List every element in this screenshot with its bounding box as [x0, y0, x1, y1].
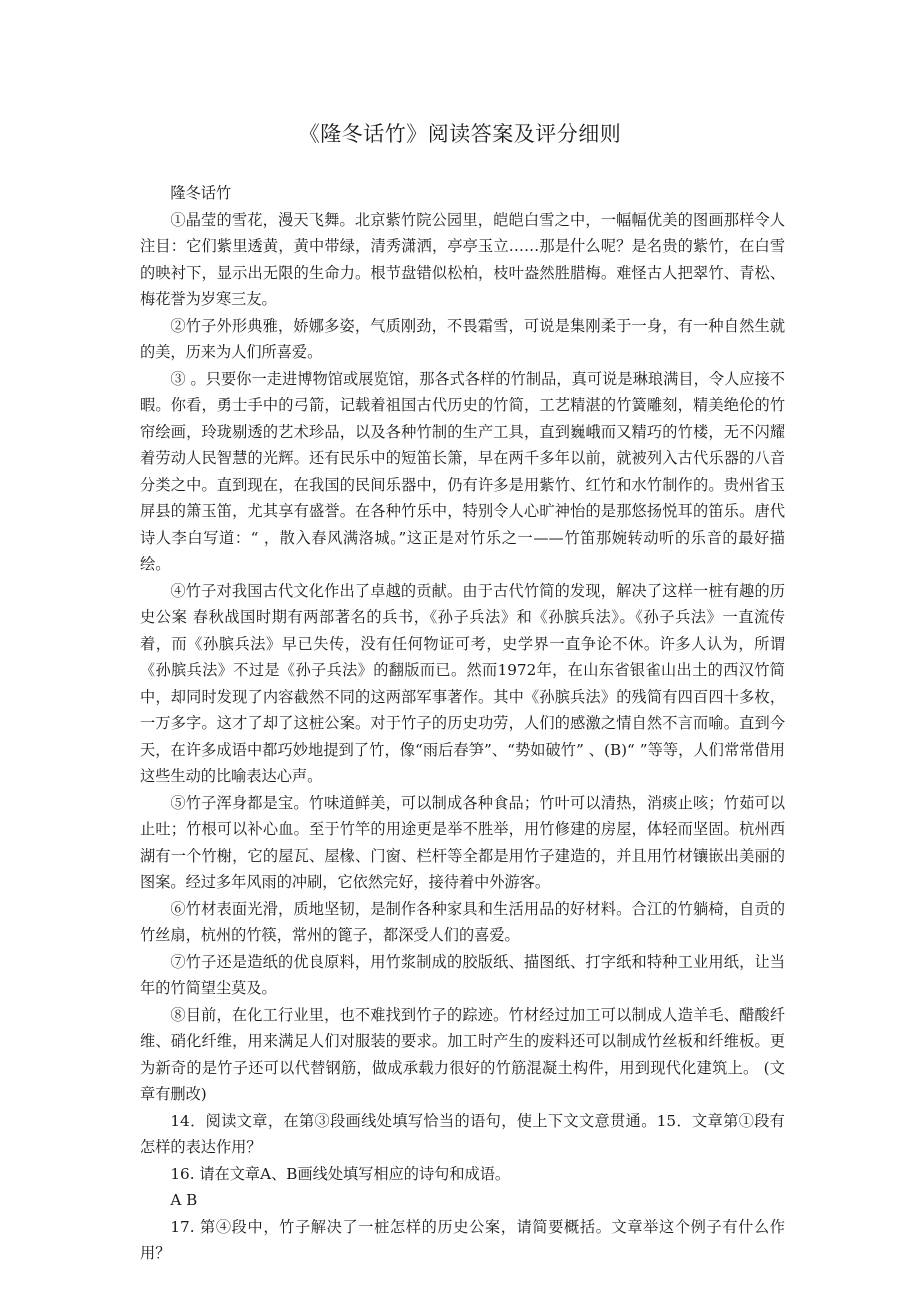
- paragraph-7: ⑦竹子还是造纸的优良原料，用竹浆制成的胶版纸、描图纸、打字纸和特种工业用纸，让当年的竹简望尘莫及。: [140, 952, 785, 997]
- question-14-15: 14．阅读文章，在第③段画线处填写恰当的语句，使上下文文意贯通。15．文章第①段有怎样的表达作用？: [140, 1111, 785, 1156]
- paragraph-6: ⑥竹材表面光滑，质地坚韧，是制作各种家具和生活用品的好材料。合江的竹躺椅，自贡的竹丝扇，杭州的竹筷，常州的篦子，都深受人们的喜爱。: [140, 899, 785, 944]
- question-16: 16. 请在文章A、B画线处填写相应的诗句和成语。: [170, 1164, 511, 1183]
- paragraph-5: ⑤竹子浑身都是宝。竹味道鲜美，可以制成各种食品；竹叶可以清热，消痰止咳；竹茹可以止吐；竹根可以补心血。至于竹竿的用途更是举不胜举，用竹修建的房屋，体轻而坚固。杭州西湖有一个竹榭，它的屋瓦、屋椽、门窗、栏杆等全都是用竹子建造的，并且用竹材镶嵌出美丽的图案。经过多年风雨的冲刷，它依然完好，接待着中外游客。: [140, 793, 785, 891]
- document-title: 《隆冬话竹》阅读答案及评分细则: [298, 122, 622, 146]
- document-body: [140, 180, 785, 1267]
- paragraph-8: ⑧目前，在化工行业里，也不难找到竹子的踪迹。竹材经过加工可以制成人造羊毛、醋酸纤维、硝化纤维，用来满足人们对服装的要求。加工时产生的废料还可以制成竹丝板和纤维板。更为新奇的是竹子还可以代替钢筋，做成承载力很好的竹筋混凝土构件，用到现代化建筑上。 (文章有删改): [140, 1005, 785, 1103]
- paragraph-4: ④竹子对我国古代文化作出了卓越的贡献。由于古代竹简的发现，解决了这样一桩有趣的历史公案 春秋战国时期有两部著名的兵书，《孙子兵法》和《孙膑兵法》。《孙子兵法》一直流传着，而《孙膑兵法》早已失传，没有任何物证可考，史学界一直争论不休。许多人认为，所谓《孙膑兵法》不过是《孙子兵法》的翻版而已。然而1972年，在山东省银雀山出土的西汉竹简中，却同时发现了内容截然不同的这两部军事著作。其中《孙膑兵法》的残简有四百四十多枚，一万多字。这才了却了这桩公案。对于竹子的历史功劳，人们的感激之情自然不言而喻。直到今天，在许多成语中都巧妙地提到了竹，像“雨后春笋”、“势如破竹” 、(B)“ ”等等，人们常常借用这些生动的比喻表达心声。: [140, 581, 785, 785]
- paragraph-3: ③ 。只要你一走进博物馆或展览馆，那各式各样的竹制品，真可说是琳琅满目，令人应接不暇。你看，勇士手中的弓箭，记载着祖国古代历史的竹简，工艺精湛的竹簧雕刻，精美绝伦的竹帘绘画，玲珑剔透的艺术珍品，以及各种竹制的生产工具，直到巍峨而又精巧的竹楼，无不闪耀着劳动人民智慧的光辉。还有民乐中的短笛长箫，早在两千多年以前，就被列入古代乐器的八音分类之中。直到现在，在我国的民间乐器中，仍有许多是用紫竹、红竹和水竹制作的。贵州省玉屏县的箫玉笛，尤其享有盛誉。在各种竹乐中，特别令人心旷神怡的是那悠扬悦耳的笛乐。唐代诗人李白写道：“ ，散入春风满洛城。”这正是对竹乐之一——竹笛那婉转动听的乐音的最好描绘。: [140, 369, 785, 573]
- paragraph-2: ②竹子外形典雅，娇娜多姿，气质刚劲，不畏霜雪，可说是集刚柔于一身，有一种自然生就的美，历来为人们所喜爱。: [140, 316, 785, 361]
- article-heading: 隆冬话竹: [170, 184, 232, 202]
- question-17: 17. 第④段中，竹子解决了一桩怎样的历史公案，请简要概括。文章举这个例子有什么作用？: [140, 1217, 785, 1262]
- paragraph-1: ①晶莹的雪花，漫天飞舞。北京紫竹院公园里，皑皑白雪之中，一幅幅优美的图画那样令人注目：它们紫里透黄，黄中带绿，清秀潇洒，亭亭玉立……那是什么呢？是名贵的紫竹，在白雪的映衬下，显示出无限的生命力。根节盘错似松柏，枝叶盎然胜腊梅。难怪古人把翠竹、青松、梅花誉为岁寒三友。: [140, 210, 785, 308]
- question-16-answer-labels: A B: [170, 1191, 198, 1209]
